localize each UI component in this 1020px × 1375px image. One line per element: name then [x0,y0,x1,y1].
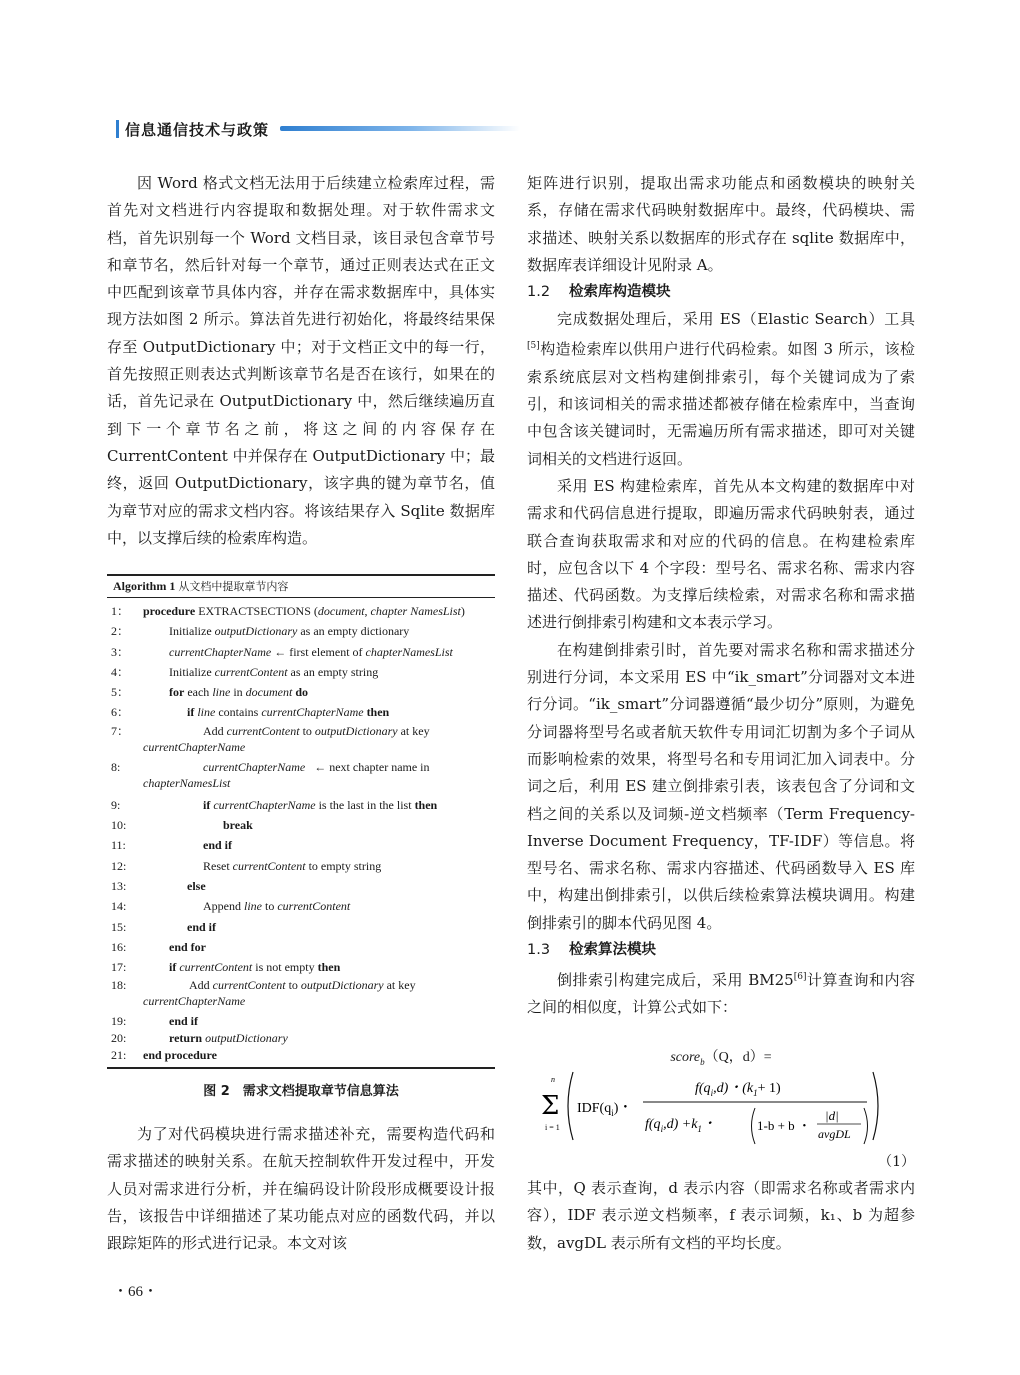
algo-line: 20: return outputDictionary [111,1031,288,1046]
para-text: 倒排索引构建完成后，采用 BM25 [557,971,794,990]
num-k-sub: 1 [753,1088,758,1098]
sum-symbol: Σ [541,1091,560,1121]
right-paragraph-4: 在构建倒排索引时，首先要对需求名称和需求描述分别进行分词，本文采用 ES 中“ik_smart”分词器对文本进行分词。“ik_smart”分词器遵循“最少切分”原则，为避免分词器将型号名或者航天软件专用词汇切割为多个子词从而影响检索的效果，将型号名和专用词汇加入词表中。分词之后，利用 ES 建立倒排索引表，该表包含了分词和文档之间的关系以及词频-逆文档频率（Term Frequency-Inverse Document Frequency，TF-IDF）等信息。将型号名、需求名称、需求内容描述、代码函数导入 ES 库中，构建出倒排索引，以供后续检索算法模块调用。构建倒排索引的脚本代码见图 4。 [527,640,915,932]
fraction-numerator [695,1081,781,1098]
right-paragraph-1: 矩阵进行识别，提取出需求功能点和函数模块的映射关系，存储在需求代码映射数据库中。最终，代码模块、需求描述、映射关系以数据库的形式存在 sqlite 数据库中，数据库表详细设计见附录 A。 [527,174,915,274]
right-paragraph-6: 其中，Q 表示查询，d 表示内容（即需求名称或者需求内容），IDF 表示逆文档频率，f 表示词频，k₁、b 为超参数，avgDL 表示所有文档的平均长度。 [527,1179,915,1252]
algo-line: 13: else [111,878,206,893]
algo-line: 21: end procedure [111,1048,217,1063]
idf-term [577,1101,632,1118]
section-number: 1.2 [527,284,551,301]
section-title: 检索算法模块 [569,942,656,959]
formula-body [527,1068,915,1156]
den-sub: i [660,1124,664,1134]
algo-line: 12: Reset currentContent to empty string [111,858,382,873]
algo-line: 10: break [111,818,253,833]
para-text: 完成数据处理后，采用 ES（Elastic Search）工具 [557,310,915,329]
algorithm-box [107,574,495,1069]
algo-line: 18: Add currentContent to outputDictionary at key currentChapterName [111,978,416,1009]
running-header [116,118,269,140]
sum-lower: i = 1 [545,1123,560,1132]
inner-frac-num: |d| [825,1108,839,1123]
left-column-top [107,170,495,552]
algo-line: 1： procedure EXTRACTSECTIONS (document, chapter NamesList) [111,604,465,618]
formula-lhs-text: score [670,1050,701,1065]
right-paragraph-3: 采用 ES 构建检索库，首先从本文构建的数据库中对需求和代码信息进行提取，即遍历需求代码映射表，通过联合查询获取需求和对应的代码的信息。在构建检索库时，应包含以下 4 个字段：型号名、需求名称、需求内容描述、代码函数。为支撑后续检索，对需求名称和需求描述进行倒排索引构建和文本表示学习。 [527,476,915,632]
algo-line: 9: if currentChapterName is the last in the list then [111,797,438,812]
algo-line: 17: if currentContent is not empty then [111,960,341,975]
algorithm-title: 从文档中提取章节内容 [178,580,289,593]
left-column-bottom [107,1121,495,1257]
inner-frac-den: avgDL [818,1127,851,1141]
num-mid: ,d)・(k [713,1081,754,1096]
idf-end: )・ [613,1101,633,1116]
algo-line: 6： if line contains currentChapterName then [111,705,390,720]
citation-ref: [5] [527,341,540,352]
den-k-sub: 1 [697,1124,702,1134]
left-paragraph-1: 因 Word 格式文档无法用于后续建立检索库过程，需首先对文档进行内容提取和数据处理。对于软件需求文档，首先识别每一个 Word 文档目录，该目录包含章节号和章节名，然后针对每一个章节，通过正则表达式在正文中匹配到该章节具体内容，并存在需求数据库中，具体实现方法如图 2 所示。算法首先进行初始化，将最终结果保存至 OutputDictionary 中；对于文档正文中的每一行，首先按照正则表达式判断该章节名是否在该行，如果在的话，首先记录在 OutputDictionary 中，然后继续遍历直到下一个章节名之前，将这之间的内容保存在 CurrentContent 中并保存在 OutputDictionary 中；最终，返回 OutputDictionary，该字典的键为章节名，值为章节对应的需求文档内容。将该结果存入 Sqlite 数据库中，以支撑后续的检索库构造。 [107,174,495,547]
algorithm-label: Algorithm 1 [113,579,176,593]
left-paragraph-2: 为了对代码模块进行需求描述补充，需要构造代码和需求描述的映射关系。在航天控制软件开发过程中，开发人员对需求进行分析，并在编码设计阶段形成概要设计报告，该报告中详细描述了某功能点对应的函数代码，并以跟踪矩阵的形式进行记录。本文对该 [107,1125,495,1253]
algo-line: 8: currentChapterName ← next chapter name in chapterNamesList [111,759,430,790]
para-text: 计算查询和内容之间的相似度，计算公式如下： [527,971,915,1017]
right-column-bottom [527,1149,915,1257]
right-paragraph-5 [527,964,915,1022]
formula-lhs [527,1046,915,1067]
right-paragraph-2 [527,306,915,473]
section-heading-1-2 [527,279,915,306]
algorithm-header [107,574,495,598]
idf-sub: i [611,1108,614,1118]
formula-lhs-sub: b [700,1056,705,1067]
algorithm-body [107,598,495,1069]
algo-line: 15: end if [111,919,217,934]
inner-paren-left [752,1108,756,1144]
para-text: 构造检索库以供用户进行代码检索。如图 3 所示，该检索系统底层对文档构建倒排索引，每个关键词成为了索引，和该词相关的需求描述都被存储在检索库中，当查询中包含该关键词时，无需遍历所有需求描述，即可对关键词相关的文档进行返回。 [527,340,915,468]
figure-caption: 图 2 需求文档提取章节信息算法 [203,1084,399,1099]
section-title: 检索库构造模块 [569,284,671,301]
fraction-denominator [645,1117,716,1134]
bm25-formula [527,1046,915,1156]
formula-lhs-args: （Q，d）= [704,1050,772,1065]
header-accent-bar [116,120,119,138]
idf-text: IDF(q [577,1101,612,1116]
algo-line: 3： currentChapterName ← first element of chapterNamesList [111,644,453,659]
section-number: 1.3 [527,942,551,959]
den-text: f(q [645,1117,661,1132]
algo-line: 5： for each line in document do [111,685,308,700]
algo-line: 19: end if [111,1014,199,1029]
journal-title: 信息通信技术与政策 [125,120,270,139]
algo-line: 7： Add currentContent to outputDictionary at key currentChapterName [111,723,430,754]
big-paren-right [873,1072,878,1140]
algo-line: 4： Initialize currentContent as an empty string [111,664,379,679]
big-paren-left [568,1072,573,1140]
page-number: ・66・ [113,1284,159,1300]
den-b: ,d) +k [663,1117,698,1132]
header-gradient-rule [280,126,520,131]
right-column-top [527,170,915,1022]
algo-line: 11: end if [111,838,233,853]
algo-line: 16: end for [111,939,206,954]
inner-paren-text: 1-b + b ・ [757,1118,811,1133]
citation-ref: [6] [793,972,807,983]
algo-line: 2： Initialize outputDictionary as an empty dictionary [111,624,410,639]
num-end: + 1) [757,1081,781,1096]
equation-number: （1） [878,1154,915,1170]
sum-upper: n [551,1075,555,1084]
den-c: ・ [701,1117,716,1132]
inner-paren-right [864,1108,868,1144]
section-heading-1-3 [527,937,915,964]
algo-line: 14: Append line to currentContent [111,899,351,914]
num-sub: i [710,1088,714,1098]
num-text: f(q [695,1081,711,1096]
